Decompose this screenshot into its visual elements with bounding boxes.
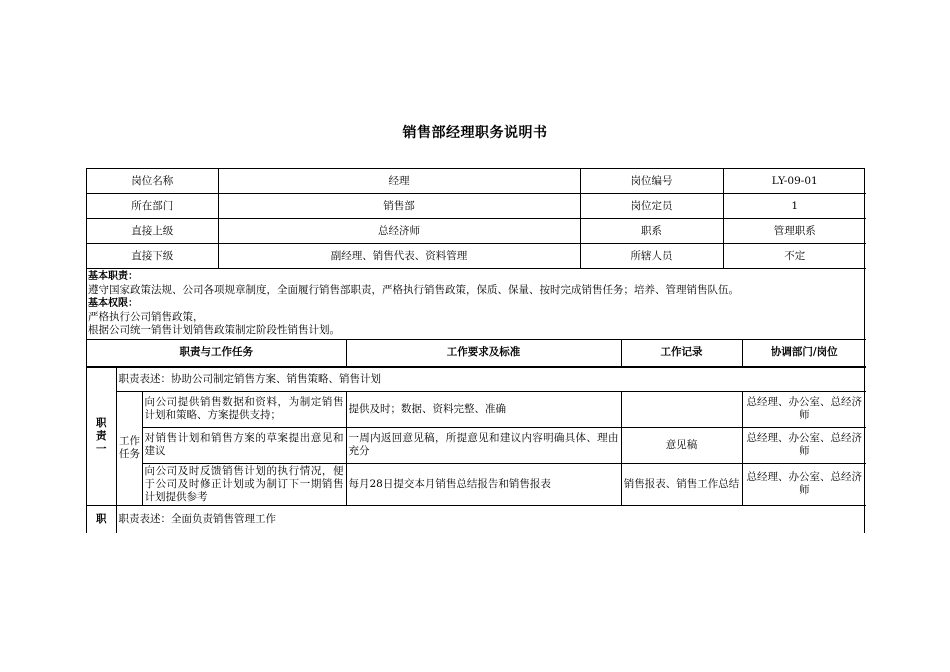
job-description-sheet	[86, 168, 865, 533]
task-coordination: 总经理、办公室、总经济师	[742, 427, 866, 463]
info-value: 经理	[218, 169, 580, 194]
duty-two-statement: 职责表述：全面负责销售管理工作	[116, 506, 866, 533]
task-record	[621, 391, 742, 427]
info-value: 不定	[723, 244, 866, 269]
info-label: 职系	[580, 219, 723, 244]
info-row	[87, 219, 866, 244]
header-duty-task: 职责与工作任务	[87, 339, 346, 366]
info-label: 岗位名称	[87, 169, 218, 194]
basic-power-line: 严格执行公司销售政策，	[88, 310, 204, 323]
task-text: 对销售计划和销售方案的草案提出意见和建议	[142, 427, 346, 463]
info-row	[87, 244, 866, 269]
basic-description	[87, 269, 864, 339]
info-label: 岗位编号	[580, 169, 723, 194]
basic-power-line: 根据公司统一销售计划销售政策制定阶段性销售计划。	[88, 324, 340, 336]
info-value: LY-09-01	[723, 169, 866, 194]
task-coordination: 总经理、办公室、总经济师	[742, 391, 866, 427]
info-label: 岗位定员	[580, 194, 723, 219]
info-value: 管理职系	[723, 219, 866, 244]
position-info-table	[87, 169, 866, 269]
duty-label-text: 职责一	[96, 416, 107, 455]
task-record: 销售报表、销售工作总结	[621, 463, 742, 505]
task-standard: 一周内返回意见稿，所提意见和建议内容明确具体、理由充分	[346, 427, 621, 463]
duty-one-statement: 职责表述：协助公司制定销售方案、销售策略、销售计划	[116, 367, 866, 391]
info-row	[87, 169, 866, 194]
task-standard: 每月28日提交本月销售总结报告和销售报表	[346, 463, 621, 505]
page-title: 销售部经理职务说明书	[402, 125, 548, 141]
info-label: 直接下级	[87, 244, 218, 269]
info-value: 副经理、销售代表、资料管理	[218, 244, 580, 269]
duty-one-label	[87, 367, 116, 505]
basic-duty-text: 遵守国家政策法规、公司各项规章制度，全面履行销售部职责，严格执行销售政策，保质、保量、按时完成销售任务；培养、管理销售队伍。	[88, 283, 739, 296]
basic-duty-label: 基本职责：	[88, 271, 138, 282]
info-row	[87, 194, 866, 219]
info-value: 1	[723, 194, 866, 219]
header-record: 工作记录	[621, 339, 742, 366]
task-text: 向公司及时反馈销售计划的执行情况，便于公司及时修正计划或为制订下一期销售计划提供参考	[142, 463, 346, 505]
duty-two-label: 职	[87, 506, 116, 533]
header-coordination: 协调部门/岗位	[742, 339, 866, 366]
info-label: 所在部门	[87, 194, 218, 219]
task-record: 意见稿	[621, 427, 742, 463]
duties-header-table	[87, 339, 866, 367]
info-label: 所辖人员	[580, 244, 723, 269]
task-label	[116, 391, 142, 505]
info-value: 销售部	[218, 194, 580, 219]
info-value: 总经济师	[218, 219, 580, 244]
duty-one-table	[87, 367, 866, 506]
duty-two-table	[87, 506, 866, 533]
task-text: 向公司提供销售数据和资料，为制定销售计划和策略、方案提供支持；	[142, 391, 346, 427]
info-label: 直接上级	[87, 219, 218, 244]
basic-power-label: 基本权限：	[88, 298, 138, 309]
header-standard: 工作要求及标准	[346, 339, 621, 366]
task-label-text: 工作任务	[119, 435, 140, 460]
task-coordination: 总经理、办公室、总经济师	[742, 463, 866, 505]
task-standard: 提供及时；数据、资料完整、准确	[346, 391, 621, 427]
